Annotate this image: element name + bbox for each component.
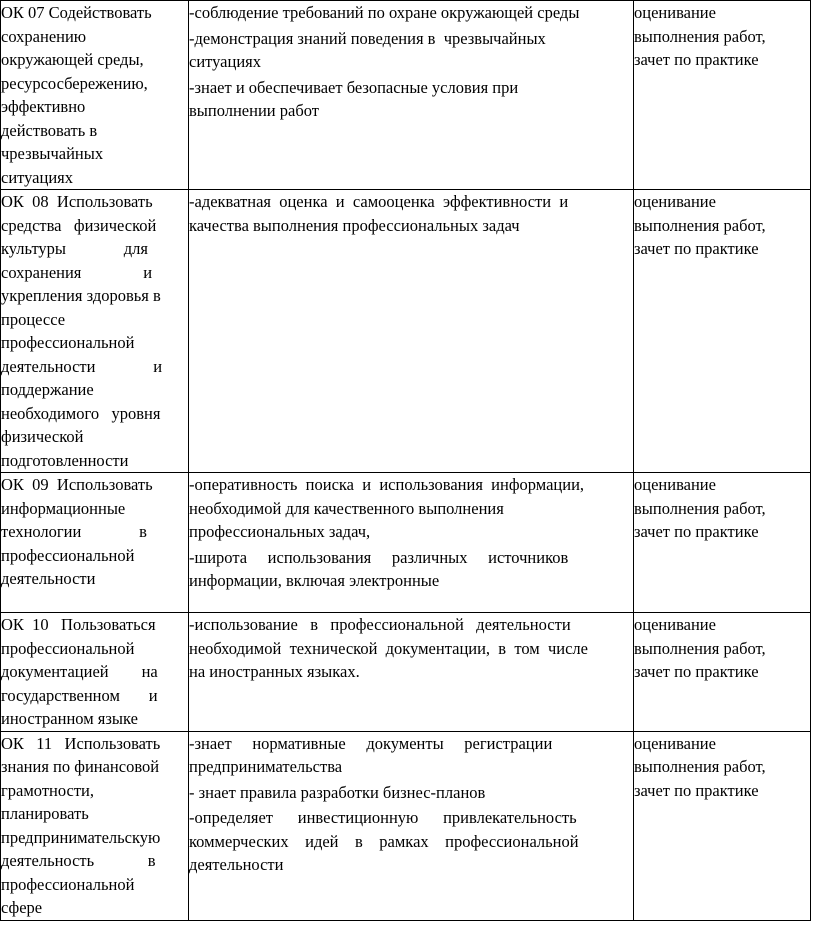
assessment-form-line: зачет по практике xyxy=(634,522,759,541)
table-body xyxy=(1,1,811,921)
assessment-form-line: оценивание xyxy=(634,615,716,634)
competence-line: планировать xyxy=(1,804,89,823)
indicator-line: -адекватная оценка и самооценка эффективности и xyxy=(189,192,569,211)
assessment-form-line: выполнения работ, xyxy=(634,757,766,776)
competence-cell xyxy=(1,731,189,920)
indicator-line: предпринимательства xyxy=(189,757,343,776)
indicator-line: коммерческих идей в рамках профессиональной xyxy=(189,831,579,851)
assessment-form-line: зачет по практике xyxy=(634,50,759,69)
assessment-form-line: выполнения работ, xyxy=(634,498,766,518)
indicator-item xyxy=(189,473,633,544)
indicator-line: на иностранных языках. xyxy=(189,662,360,681)
assessment-form-cell xyxy=(634,613,811,732)
assessment-form-cell xyxy=(634,190,811,473)
indicator-line: выполнении работ xyxy=(189,101,319,120)
assessment-form-cell xyxy=(634,731,811,920)
indicator-item xyxy=(189,732,633,779)
competence-line: знания по финансовой xyxy=(1,757,160,776)
indicator-line: -знает нормативные документы регистрации xyxy=(189,733,553,753)
competence-line: информационные xyxy=(1,498,126,518)
indicator-line: -определяет инвестиционную привлекательность xyxy=(189,808,577,827)
assessment-form-line: оценивание xyxy=(634,733,716,753)
indicator-line: необходимой для качественного выполнения xyxy=(189,498,504,518)
indicator-line: деятельности xyxy=(189,855,284,874)
competence-line: документацией на xyxy=(1,662,158,681)
assessment-form-line: оценивание xyxy=(634,3,716,22)
indicator-line: профессиональных задач, xyxy=(189,522,371,541)
indicator-line: -соблюдение требований по охране окружающей среды xyxy=(189,3,580,22)
assessment-form-line: выполнения работ, xyxy=(634,638,766,658)
indicator-item xyxy=(189,806,633,877)
competence-line: грамотности, xyxy=(1,780,95,800)
competence-line: деятельность в xyxy=(1,851,156,870)
indicator-line: качества выполнения профессиональных задач xyxy=(189,215,520,235)
indicator-item xyxy=(189,1,633,25)
indicator-line: ситуациях xyxy=(189,52,262,71)
indicators-cell xyxy=(189,473,634,613)
competence-line: деятельности xyxy=(1,569,96,588)
competence-line: чрезвычайных xyxy=(1,144,104,163)
assessment-form-line: выполнения работ, xyxy=(634,215,766,235)
competence-line: сохранения и xyxy=(1,262,153,282)
indicator-line: информации, включая электронные xyxy=(189,571,440,590)
competence-line: необходимого уровня xyxy=(1,403,161,423)
competence-cell xyxy=(1,613,189,732)
competence-line: сфере xyxy=(1,898,43,917)
assessment-form-line: зачет по практике xyxy=(634,780,759,800)
competence-line: ОК 08 Использовать xyxy=(1,192,153,211)
competence-line: ОК 10 Пользоваться xyxy=(1,615,156,634)
indicator-line: -использование в профессиональной деятельности xyxy=(189,615,571,634)
assessment-form-line: выполнения работ, xyxy=(634,26,766,46)
indicator-item xyxy=(189,190,633,237)
indicator-line: -оперативность поиска и использования информации, xyxy=(189,475,585,494)
competence-line: окружающей среды, xyxy=(1,50,144,69)
competence-cell xyxy=(1,473,189,613)
competence-line: культуры для xyxy=(1,239,148,258)
competence-cell xyxy=(1,1,189,190)
indicator-line: -широта использования различных источников xyxy=(189,547,569,567)
table-row xyxy=(1,473,811,613)
competence-line: ОК 09 Использовать xyxy=(1,475,153,494)
indicator-line: -знает и обеспечивает безопасные условия при xyxy=(189,77,519,97)
assessment-form-line: оценивание xyxy=(634,475,716,494)
competence-line: ОК 11 Использовать xyxy=(1,733,161,753)
table-row xyxy=(1,613,811,732)
indicator-item xyxy=(189,781,633,805)
competence-line: физической xyxy=(1,427,84,446)
competence-line: подготовленности xyxy=(1,450,129,470)
indicator-item xyxy=(189,613,633,684)
assessment-form-cell xyxy=(634,473,811,613)
competence-line: профессиональной xyxy=(1,333,135,352)
assessment-form-cell xyxy=(634,1,811,190)
competence-line: иностранном языке xyxy=(1,709,138,728)
competence-line: укрепления здоровья в xyxy=(1,286,161,305)
competence-line: действовать в xyxy=(1,120,98,140)
assessment-form-line: зачет по практике xyxy=(634,662,759,681)
competence-cell xyxy=(1,190,189,473)
table-row xyxy=(1,731,811,920)
competence-line: предпринимательскую xyxy=(1,827,161,847)
assessment-form-line: зачет по практике xyxy=(634,239,759,258)
competence-line: поддержание xyxy=(1,380,94,399)
indicators-cell xyxy=(189,731,634,920)
competence-line: ситуациях xyxy=(1,167,74,187)
competence-line: ОК 07 Содействовать xyxy=(1,3,152,22)
competence-line: эффективно xyxy=(1,97,86,116)
indicator-item xyxy=(189,76,633,123)
competence-line: средства физической xyxy=(1,215,157,235)
indicators-cell xyxy=(189,1,634,190)
competence-line: профессиональной xyxy=(1,545,135,565)
assessment-form-line: оценивание xyxy=(634,192,716,211)
competence-line: деятельности и xyxy=(1,356,163,376)
competence-line: профессиональной xyxy=(1,638,135,658)
competence-line: процессе xyxy=(1,309,66,329)
competence-line: профессиональной xyxy=(1,874,135,894)
indicator-line: -демонстрация знаний поведения в чрезвычайных xyxy=(189,28,546,48)
table-row xyxy=(1,190,811,473)
indicator-item xyxy=(189,27,633,74)
indicators-cell xyxy=(189,613,634,732)
table-row xyxy=(1,1,811,190)
indicator-line: необходимой технической документации, в том числе xyxy=(189,638,588,658)
indicator-item xyxy=(189,546,633,593)
competence-line: ресурсосбережению, xyxy=(1,73,148,93)
competence-line: государственном и xyxy=(1,685,158,705)
competence-line: сохранению xyxy=(1,26,87,46)
competence-line: технологии в xyxy=(1,522,147,541)
indicators-cell xyxy=(189,190,634,473)
indicator-line: - знает правила разработки бизнес-планов xyxy=(189,782,486,802)
